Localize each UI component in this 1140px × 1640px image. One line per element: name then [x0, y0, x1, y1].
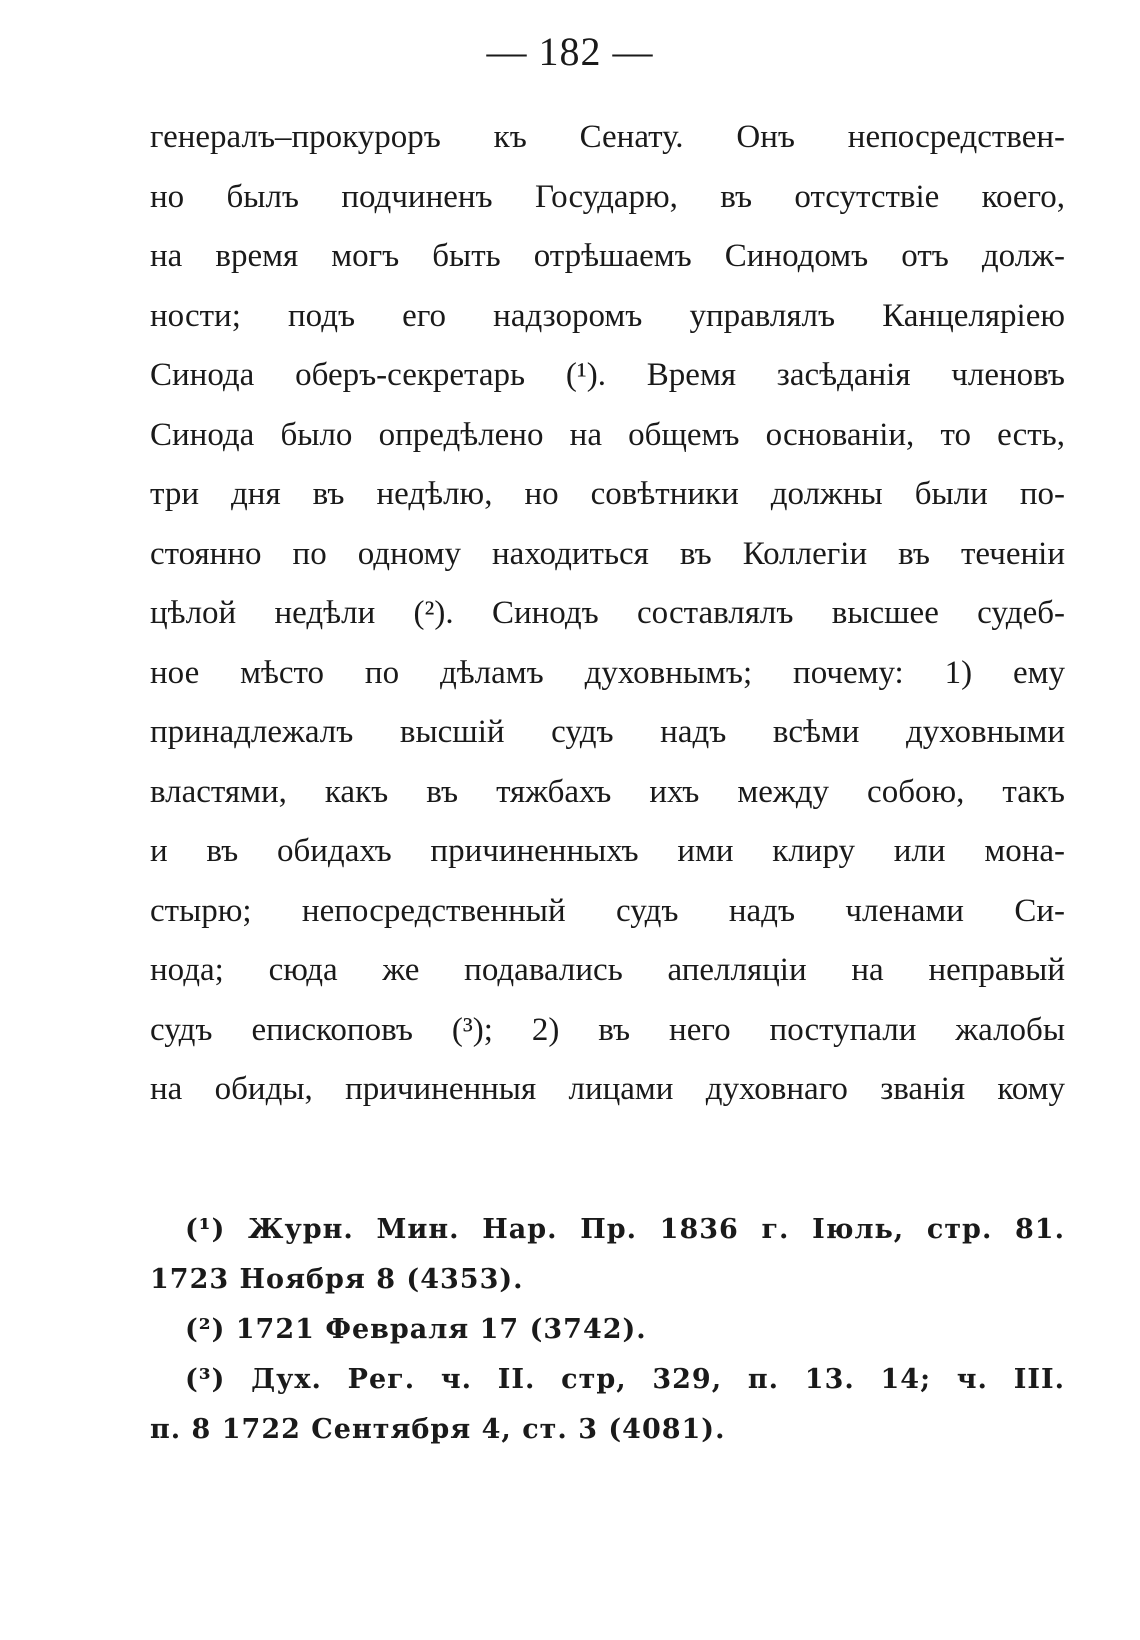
body-text — [150, 108, 1065, 1120]
body-line: судъ епископовъ (³); 2) въ него поступали жалобы — [150, 1011, 1065, 1048]
footnotes — [150, 1205, 1065, 1455]
footnote-1-continuation: 1723 Ноября 8 (4353). — [150, 1264, 524, 1295]
body-line: Синода было опредѣлено на общемъ основаніи, то есть, — [150, 416, 1065, 453]
body-line: Синода оберъ-секретарь (¹). Время засѣданія членовъ — [150, 357, 1065, 393]
body-line: властями, какъ въ тяжбахъ ихъ между собою, такъ — [150, 773, 1065, 810]
body-line: цѣлой недѣли (²). Синодъ составлялъ высшее судеб- — [150, 595, 1065, 631]
footnote-2-line: (²) 1721 Февраля 17 (3742). — [185, 1314, 647, 1345]
body-line: нода; сюда же подавались апелляціи на неправый — [150, 952, 1065, 988]
body-line: ное мѣсто по дѣламъ духовнымъ; почему: 1) ему — [150, 654, 1065, 691]
page-number: — 182 — — [486, 29, 654, 74]
body-line: три дня въ недѣлю, но совѣтники должны были по- — [150, 476, 1065, 512]
body-line: стоянно по одному находиться въ Коллегіи въ теченіи — [150, 535, 1065, 572]
footnote-3-line: (³) Дух. Рег. ч. II. стр, 329, п. 13. 14; ч. III. — [185, 1364, 1065, 1395]
body-line: на обиды, причиненныя лицами духовнаго званія кому — [150, 1071, 1065, 1107]
body-line: и въ обидахъ причиненныхъ ими клиру или мона- — [150, 833, 1065, 869]
footnote-1-line: (¹) Журн. Мин. Нар. Пр. 1836 г. Іюль, стр. 81. — [185, 1214, 1065, 1245]
footnote-3-continuation: п. 8 1722 Сентября 4, ст. 3 (4081). — [150, 1414, 726, 1445]
body-line: на время могъ быть отрѣшаемъ Синодомъ отъ долж- — [150, 238, 1065, 274]
body-line: принадлежалъ высшій судъ надъ всѣми духовными — [150, 714, 1065, 750]
body-line: но былъ подчиненъ Государю, въ отсутствіе коего, — [150, 178, 1065, 215]
body-line: генералъ–прокуроръ къ Сенату. Онъ непосредствен- — [150, 119, 1065, 155]
body-line: ности; подъ его надзоромъ управлялъ Канцеляріею — [150, 297, 1065, 334]
body-line: стырю; непосредственный судъ надъ членами Си- — [150, 892, 1065, 929]
